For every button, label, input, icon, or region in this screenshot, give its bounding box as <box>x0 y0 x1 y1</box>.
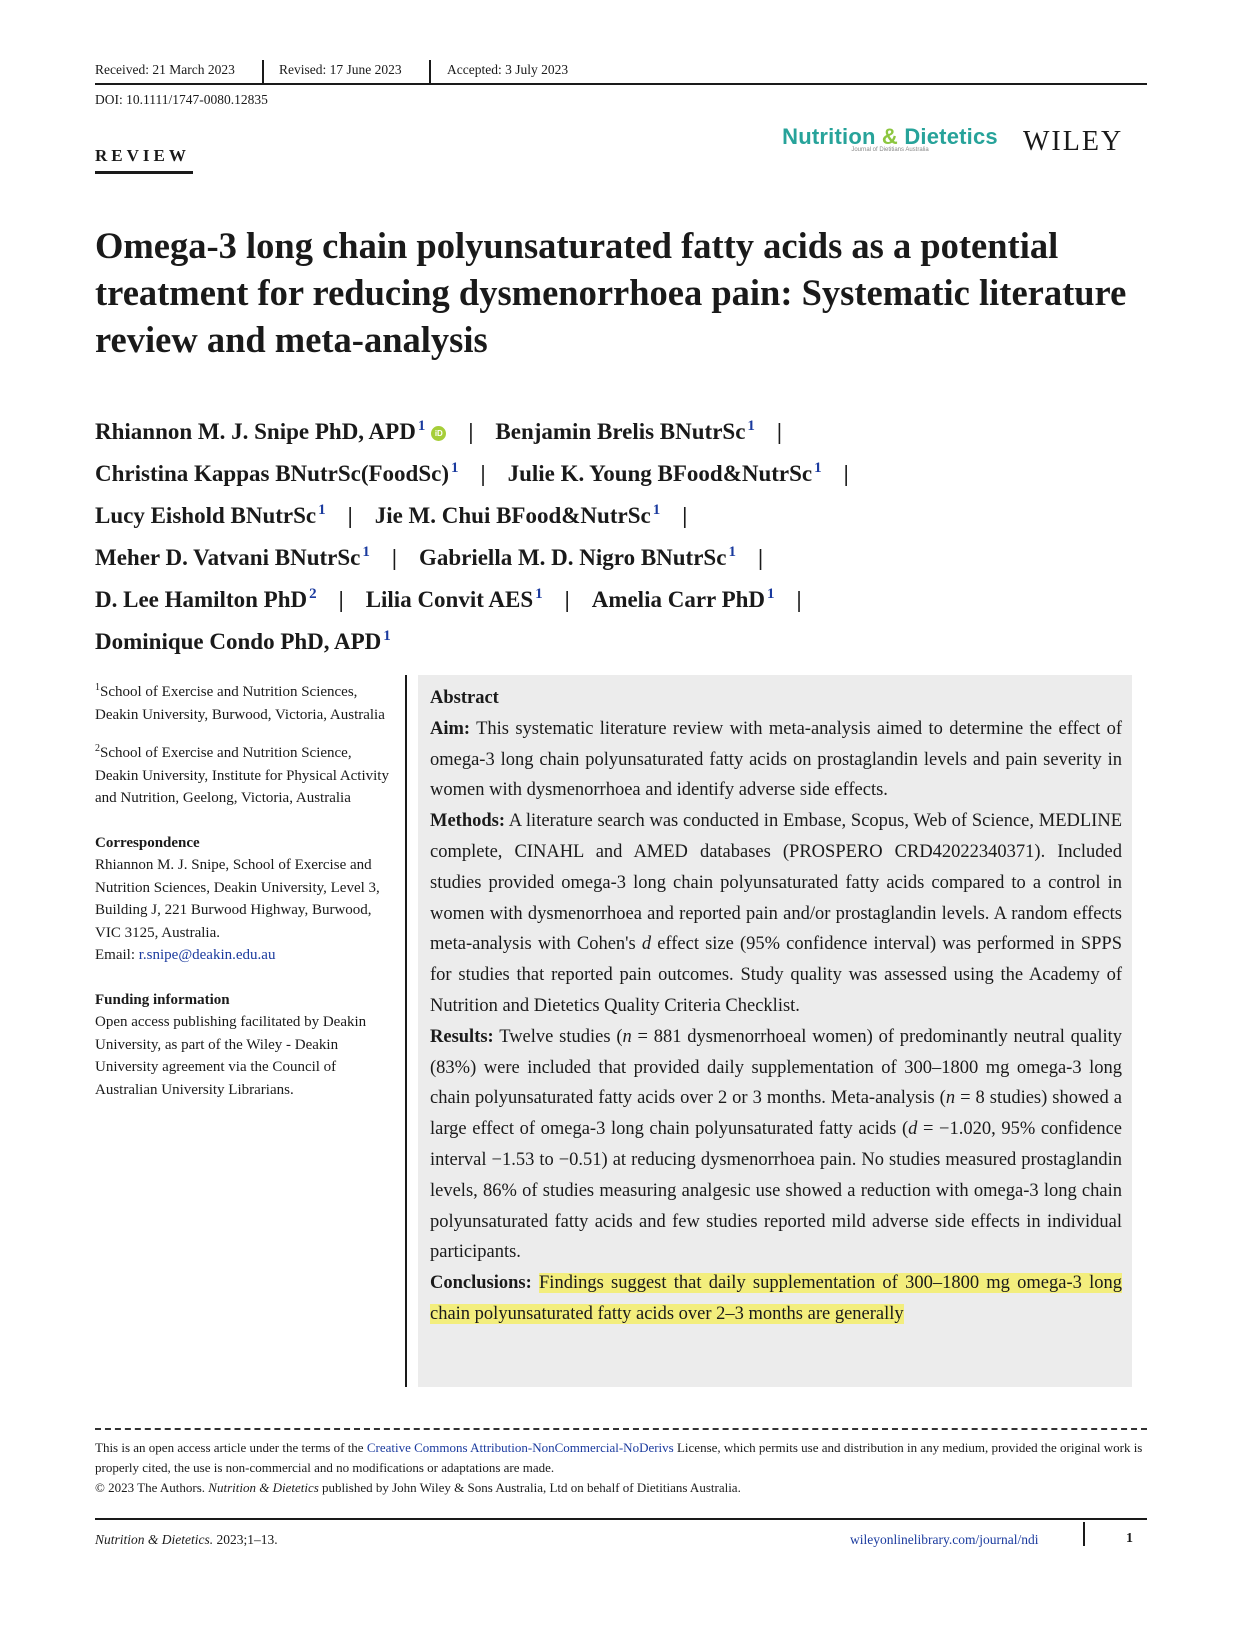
author-name[interactable]: Julie K. Young BFood&NutrSc <box>507 461 813 486</box>
affiliation-marker[interactable]: 1 <box>383 628 391 644</box>
author-line <box>95 408 1155 450</box>
funding-heading: Funding information <box>95 991 230 1008</box>
abstract-heading: Abstract <box>430 688 499 708</box>
date-separator <box>262 60 264 84</box>
abstract-text <box>430 683 1122 1330</box>
author-separator: | <box>796 587 802 612</box>
author-line <box>95 534 1155 576</box>
author-line <box>95 618 1155 660</box>
affiliation-marker[interactable]: 1 <box>814 460 822 476</box>
affiliation-marker[interactable]: 1 <box>417 418 426 434</box>
author-separator: | <box>776 419 782 444</box>
license-divider <box>95 1428 1147 1430</box>
author-name[interactable]: Benjamin Brelis BNutrSc <box>495 419 746 444</box>
affiliation-marker[interactable]: 1 <box>318 502 326 518</box>
accepted-date: Accepted: 3 July 2023 <box>447 62 569 77</box>
affiliation-marker[interactable]: 1 <box>450 460 459 476</box>
footer-citation: Nutrition & Dietetics. 2023;1–13. <box>95 1532 278 1547</box>
abstract-results: Results: Twelve studies (n = 881 dysmenorrhoeal women) of predominantly neutral quality (83%) were included that provided daily supplementation of 300–1800 mg omega-3 long chain polyunsaturated fatty acids over 2 or 3 months. Meta-analysis (n = 8 studies) showed a large effect of omega-3 long chain polyunsaturated fatty acids (d = −1.020, 95% confidence interval −1.53 to −0.51) at reducing dysmenorrhoea pain. No studies measured prostaglandin levels, 86% of studies measuring analgesic use showed a reduction with omega-3 long chain polyunsaturated fatty acids and few studies reported mild adverse side effects in individual participants. <box>430 1026 1122 1263</box>
journal-logo-subtitle: Journal of Dietitians Australia <box>851 147 929 153</box>
author-separator: | <box>682 503 688 528</box>
affiliation: $^2$School of Exercise and Nutrition Science, Deakin University, Institute for Physical Activity and Nutrition, Geelong, Victoria, Australia <box>95 743 389 806</box>
affiliation-marker[interactable]: 1 <box>652 502 661 518</box>
author-line <box>95 450 1155 492</box>
author-separator: | <box>468 419 474 444</box>
section-label: REVIEW <box>95 146 190 165</box>
license-notice: This is an open access article under the terms of the Creative Commons Attribution-NonCommercial-NoDerivs License, which permits use and distribution in any medium, provided the original work is properly cited, the use is non-commercial and no modifications or adaptations are made. © 2023 The Authors. Nutrition & Dietetics published by John Wiley & Sons Australia, Ltd on behalf of Dietitians Australia. <box>95 1440 1143 1495</box>
author-name[interactable]: Gabriella M. D. Nigro BNutrSc <box>418 545 727 570</box>
author-name[interactable]: Lilia Convit AES <box>365 587 534 612</box>
affiliation-marker[interactable]: 1 <box>728 544 736 560</box>
author-separator: | <box>564 587 570 612</box>
journal-url-link[interactable]: wileyonlinelibrary.com/journal/ndi <box>850 1532 1039 1547</box>
abstract-methods: Methods: A literature search was conducted in Embase, Scopus, Web of Science, MEDLINE complete, CINAHL and AMED databases (PROSPERO CRD42022340371). Included studies provided omega-3 long chain polyunsaturated fatty acids compared to a control in women with dysmenorrhoea and reported pain and/or prostaglandin levels. A random effects meta-analysis with Cohen's d effect size (95% confidence interval) was performed in SPPS for studies that reported pain outcomes. Study quality was assessed using the Academy of Nutrition and Dietetics Quality Criteria Checklist. <box>430 811 1123 1016</box>
journal-logo <box>770 124 1010 153</box>
doi[interactable]: DOI: 10.1111/1747-0080.12835 <box>95 92 268 107</box>
highlighted-text: Findings suggest that daily supplementation of 300–1800 mg omega-3 long chain polyunsaturated fatty acids over 2–3 months are generally <box>430 1273 1123 1324</box>
funding <box>95 989 395 1102</box>
author-name[interactable]: Dominique Condo PhD, APD <box>95 629 382 654</box>
column-divider <box>405 675 407 1387</box>
section-underline <box>95 171 193 174</box>
author-separator: | <box>338 587 344 612</box>
journal-logo-name: Nutrition & Dietetics <box>782 124 998 149</box>
affiliation-marker[interactable]: 1 <box>535 586 543 602</box>
date-separator <box>429 60 431 84</box>
author-separator: | <box>757 545 764 570</box>
author-name[interactable]: Meher D. Vatvani BNutrSc <box>95 545 361 570</box>
affiliation: $^1$School of Exercise and Nutrition Sciences, Deakin University, Burwood, Victoria, Australia <box>95 682 385 723</box>
abstract-aim: Aim: This systematic literature review with meta-analysis aimed to determine the effect of omega-3 long chain polyunsaturated fatty acids on prostaglandin levels and pain severity in women with dysmenorrhoea and identify adverse side effects. <box>430 718 1123 801</box>
email-label: Email: <box>95 947 139 963</box>
affiliation-marker[interactable]: 1 <box>767 586 775 602</box>
author-name[interactable]: Lucy Eishold BNutrSc <box>95 503 317 528</box>
header-rule <box>95 83 1147 85</box>
author-separator: | <box>480 461 486 486</box>
author-name[interactable]: Amelia Carr PhD <box>591 587 766 612</box>
email-link[interactable]: r.snipe@deakin.edu.au <box>138 947 276 963</box>
author-name[interactable]: Jie M. Chui BFood&NutrSc <box>374 503 651 528</box>
article-title: Omega-3 long chain polyunsaturated fatty acids as a potential treatment for reducing dysmenorrhoea pain: Systematic literature review and meta-analysis <box>95 225 1127 360</box>
author-name[interactable]: Christina Kappas BNutrSc(FoodSc) <box>95 461 449 486</box>
author-line <box>95 576 1155 618</box>
footer-separator <box>1083 1522 1085 1546</box>
license-link[interactable]: Creative Commons Attribution-NonCommercial-NoDerivs <box>366 1440 674 1455</box>
affiliation-marker[interactable]: 2 <box>309 586 317 602</box>
author-separator: | <box>391 545 397 570</box>
received-date: Received: 21 March 2023 <box>95 62 235 77</box>
author-separator: | <box>347 503 353 528</box>
author-line <box>95 492 1155 534</box>
correspondence <box>95 832 395 967</box>
author-separator: | <box>843 461 849 486</box>
abstract-conclusions: Conclusions: Findings suggest that daily supplementation of 300–1800 mg omega-3 long chain polyunsaturated fatty acids over 2–3 months are generally <box>430 1273 1123 1324</box>
correspondence-heading: Correspondence <box>95 834 200 851</box>
author-name[interactable]: D. Lee Hamilton PhD <box>95 587 308 612</box>
abstract-box <box>418 675 1132 1387</box>
publisher-logo: WILEY <box>1023 126 1124 157</box>
sidebar-info <box>95 677 395 1113</box>
orcid-icon[interactable]: iD <box>431 426 446 441</box>
funding-text: Open access publishing facilitated by Deakin University, as part of the Wiley - Deakin University agreement via the Council of Australian University Librarians. <box>95 1014 367 1098</box>
article-dates <box>95 62 1145 84</box>
author-name[interactable]: Rhiannon M. J. Snipe PhD, APD <box>95 419 416 444</box>
affiliation-marker[interactable]: 1 <box>362 544 370 560</box>
correspondence-text: Rhiannon M. J. Snipe, School of Exercise and Nutrition Sciences, Deakin University, Level 3, Building J, 221 Burwood Highway, Burwood, VIC 3125, Australia. <box>95 857 380 941</box>
author-list <box>95 408 1155 660</box>
revised-date: Revised: 17 June 2023 <box>279 62 402 77</box>
footer-rule <box>95 1518 1147 1520</box>
page-number: 1 <box>1126 1531 1133 1546</box>
affiliation-marker[interactable]: 1 <box>747 418 755 434</box>
